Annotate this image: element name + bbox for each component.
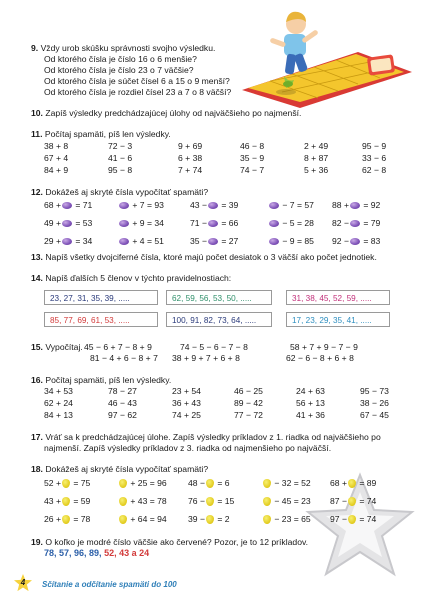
equation-right: = 27 (218, 236, 239, 246)
sequence-box-3[interactable]: 31, 38, 45, 52, 59, ..... (286, 290, 390, 305)
equation-right: = 74 (356, 496, 377, 506)
equation-right: + 9 = 34 (130, 218, 164, 228)
ex12-r2-c1 (44, 218, 92, 229)
hidden-number-pear-icon[interactable] (348, 515, 356, 524)
ex18-r1-c5 (330, 478, 376, 489)
exercise-9-intro: Vždy urob skúšku správnosti svojho výsledku. (40, 43, 216, 53)
exercise-11 (31, 129, 171, 140)
ex11-r1-c6: 95 − 9 (362, 141, 387, 151)
ex16-r1-c2: 78 − 27 (108, 386, 137, 396)
equation-left: 29 + (44, 236, 61, 246)
exercise-18 (31, 464, 208, 475)
equation-left: 68 + (44, 200, 61, 210)
exercise-number: 10. (31, 108, 43, 118)
ex15-r2-c2: 38 + 9 + 7 + 6 + 8 (172, 353, 240, 363)
equation-right: = 2 (214, 514, 230, 524)
exercise-number: 9. (31, 43, 39, 53)
exercise-16-text: Počítaj spamäti, píš len výsledky. (45, 375, 172, 385)
equation-left: 87 − (330, 496, 347, 506)
ex15-r2-c3: 62 − 6 − 8 + 6 + 8 (286, 353, 354, 363)
exercise-9-line-1: Od ktorého čísla je číslo 16 o 6 menšie? (44, 54, 197, 64)
hidden-number-pear-icon[interactable] (62, 479, 70, 488)
equation-right: = 74 (356, 514, 377, 524)
ex18-r2-c3 (188, 496, 234, 507)
hidden-number-bean-icon[interactable] (119, 238, 129, 245)
equation-left: 76 − (188, 496, 205, 506)
equation-left: 49 + (44, 218, 61, 228)
equation-left: 88 + (332, 200, 349, 210)
hidden-number-bean-icon[interactable] (208, 202, 218, 209)
ex11-r2-c2: 41 − 6 (108, 153, 133, 163)
hidden-number-pear-icon[interactable] (263, 479, 271, 488)
exercise-number: 14. (31, 273, 43, 283)
ex16-r3-c3: 74 + 25 (172, 410, 201, 420)
hidden-number-bean-icon[interactable] (269, 202, 279, 209)
ex12-r2-c3 (190, 218, 238, 229)
sequence-box-4[interactable]: 85, 77, 69, 61, 53, ..... (44, 312, 158, 327)
ex11-r3-c5: 5 + 36 (304, 165, 329, 175)
equation-right: = 75 (70, 478, 91, 488)
equation-right: + 7 = 93 (130, 200, 164, 210)
ex16-r1-c5: 24 + 63 (296, 386, 325, 396)
equation-right: = 15 (214, 496, 235, 506)
equation-left: 92 − (332, 236, 349, 246)
ex15-r1-c2: 74 − 5 − 6 − 7 − 8 (180, 342, 248, 352)
exercise-number: 13. (31, 252, 43, 262)
exercise-12 (31, 187, 208, 198)
ex11-r2-c6: 33 − 6 (362, 153, 387, 163)
ex16-r3-c2: 97 − 62 (108, 410, 137, 420)
ex11-r3-c3: 7 + 74 (178, 165, 203, 175)
ex16-r3-c5: 41 + 36 (296, 410, 325, 420)
ex16-r2-c2: 46 − 43 (108, 398, 137, 408)
ex16-r2-c1: 62 + 24 (44, 398, 73, 408)
ex12-r1-c1 (44, 200, 92, 211)
hidden-number-pear-icon[interactable] (348, 497, 356, 506)
equation-left: 52 + (44, 478, 61, 488)
hidden-number-bean-icon[interactable] (350, 238, 360, 245)
equation-right: − 45 = 23 (272, 496, 311, 506)
ex11-r2-c1: 67 + 4 (44, 153, 69, 163)
ex16-r2-c5: 56 + 13 (296, 398, 325, 408)
ex11-r1-c3: 9 + 69 (178, 141, 203, 151)
equation-right: = 53 (72, 218, 93, 228)
hidden-number-bean-icon[interactable] (62, 202, 72, 209)
page-number: 4 (20, 578, 26, 587)
hidden-number-pear-icon[interactable] (348, 479, 356, 488)
hidden-number-bean-icon[interactable] (350, 202, 360, 209)
ex18-r2-c5 (330, 496, 376, 507)
exercise-number: 12. (31, 187, 43, 197)
ex18-r3-c5 (330, 514, 376, 525)
ex15-r1-c1: 45 − 6 + 7 − 8 + 9 (84, 342, 152, 352)
ex11-r3-c6: 62 − 8 (362, 165, 387, 175)
exercise-13-text: Napíš všetky dvojciferné čísla, ktoré majú počet desiatok o 3 väčší ako počet jednotiek. (45, 252, 377, 262)
ex16-r1-c1: 34 + 53 (44, 386, 73, 396)
equation-right: = 6 (214, 478, 230, 488)
ex11-r2-c5: 8 + 87 (304, 153, 329, 163)
exercise-15 (31, 342, 83, 353)
ex16-r3-c1: 84 + 13 (44, 410, 73, 420)
hidden-number-pear-icon[interactable] (119, 479, 127, 488)
exercise-19-numbers (44, 548, 149, 559)
ex12-r3-c2 (118, 236, 164, 247)
equation-right: = 89 (356, 478, 377, 488)
exercise-18-text: Dokážeš aj skryté čísla vypočítať spamäti? (45, 464, 209, 474)
ex16-r3-c4: 77 − 72 (234, 410, 263, 420)
exercise-17-line-1: Vráť sa k predchádzajúcej úlohe. Zapíš výsledky príkladov z 1. riadka od najväčšieho po (45, 432, 381, 442)
equation-right: − 32 = 52 (272, 478, 311, 488)
ex12-r2-c4 (268, 218, 314, 229)
exercise-9-line-2: Od ktorého čísla je číslo 23 o 7 väčšie? (44, 65, 194, 75)
hidden-number-bean-icon[interactable] (119, 202, 129, 209)
exercise-12-text: Dokážeš aj skryté čísla vypočítať spamäti? (45, 187, 209, 197)
hidden-number-pear-icon[interactable] (206, 515, 214, 524)
ex16-r1-c6: 95 − 73 (360, 386, 389, 396)
ex12-r3-c1 (44, 236, 92, 247)
equation-right: = 79 (360, 218, 381, 228)
ex18-r1-c2 (118, 478, 167, 489)
equation-right: − 5 = 28 (280, 218, 314, 228)
exercise-number: 16. (31, 375, 43, 385)
exercise-14-text: Napíš ďalších 5 členov v týchto pravidelnostiach: (45, 273, 232, 283)
hidden-number-bean-icon[interactable] (119, 220, 129, 227)
ex16-r2-c6: 38 − 26 (360, 398, 389, 408)
equation-right: − 9 = 85 (280, 236, 314, 246)
equation-left: 68 + (330, 478, 347, 488)
ex12-r1-c5 (332, 200, 380, 211)
ex16-r3-c6: 67 − 45 (360, 410, 389, 420)
equation-right: = 59 (70, 496, 91, 506)
sequence-box-5[interactable]: 100, 91, 82, 73, 64, ..... (166, 312, 272, 327)
equation-right: + 43 = 78 (128, 496, 167, 506)
equation-left: 43 + (44, 496, 61, 506)
exercise-number: 18. (31, 464, 43, 474)
ex12-r3-c3 (190, 236, 238, 247)
red-numbers: 52, 43 a 24 (104, 548, 150, 558)
exercise-10 (31, 108, 301, 119)
equation-right: = 71 (72, 200, 93, 210)
equation-left: 48 − (188, 478, 205, 488)
hidden-number-pear-icon[interactable] (206, 479, 214, 488)
ex16-r2-c3: 36 + 43 (172, 398, 201, 408)
ex18-r1-c3 (188, 478, 230, 489)
exercise-number: 15. (31, 342, 43, 352)
equation-right: + 64 = 94 (128, 514, 167, 524)
exercise-number: 11. (31, 129, 43, 139)
exercise-9 (31, 43, 215, 54)
ex15-r1-c3: 58 + 7 + 9 − 7 − 9 (290, 342, 358, 352)
exercise-number: 19. (31, 537, 43, 547)
ex12-r1-c2 (118, 200, 164, 211)
footer-title: Sčítanie a odčítanie spamäti do 100 (42, 580, 177, 589)
hidden-number-bean-icon[interactable] (62, 238, 72, 245)
equation-left: 43 − (190, 200, 207, 210)
ex18-r2-c2 (118, 496, 167, 507)
equation-left: 71 − (190, 218, 207, 228)
exercise-16 (31, 375, 171, 386)
ex11-r3-c4: 74 − 7 (240, 165, 265, 175)
ex18-r1-c4 (262, 478, 311, 489)
exercise-9-line-3: Od ktorého čísla je súčet čísel 6 a 15 o 9 menší? (44, 76, 230, 86)
exercise-15-text: Vypočítaj. (45, 342, 83, 352)
ex12-r1-c3 (190, 200, 238, 211)
ex18-r3-c4 (262, 514, 311, 525)
exercise-11-text: Počítaj spamäti, píš len výsledky. (44, 129, 171, 139)
ex11-r3-c2: 95 − 8 (108, 165, 133, 175)
equation-right: = 78 (70, 514, 91, 524)
equation-right: = 83 (360, 236, 381, 246)
ex18-r3-c2 (118, 514, 167, 525)
ex16-r1-c3: 23 + 54 (172, 386, 201, 396)
equation-right: + 25 = 96 (128, 478, 167, 488)
ex11-r2-c3: 6 + 38 (178, 153, 203, 163)
equation-left: 82 − (332, 218, 349, 228)
exercise-number: 17. (31, 432, 43, 442)
ex18-r3-c3 (188, 514, 230, 525)
ex12-r2-c2 (118, 218, 164, 229)
ex11-r3-c1: 84 + 9 (44, 165, 69, 175)
hidden-number-pear-icon[interactable] (62, 515, 70, 524)
ex11-r1-c4: 46 − 8 (240, 141, 265, 151)
ex11-r1-c2: 72 − 3 (108, 141, 133, 151)
ex12-r1-c4 (268, 200, 314, 211)
equation-right: = 34 (72, 236, 93, 246)
hidden-number-bean-icon[interactable] (62, 220, 72, 227)
equation-left: 39 − (188, 514, 205, 524)
blue-numbers: 78, 57, 96, 89, (44, 548, 102, 558)
hidden-number-pear-icon[interactable] (119, 497, 127, 506)
ex18-r1-c1 (44, 478, 90, 489)
hidden-number-pear-icon[interactable] (62, 497, 70, 506)
equation-right: = 66 (218, 218, 239, 228)
equation-left: 26 + (44, 514, 61, 524)
hidden-number-pear-icon[interactable] (263, 497, 271, 506)
hidden-number-bean-icon[interactable] (269, 238, 279, 245)
equation-left: 97 − (330, 514, 347, 524)
exercise-17-line-2: najmenší. Zapíš výsledky príkladov z 3. riadka od najmenšieho po najväčší. (44, 443, 332, 453)
equation-left: 35 − (190, 236, 207, 246)
hidden-number-pear-icon[interactable] (119, 515, 127, 524)
hidden-number-bean-icon[interactable] (208, 220, 218, 227)
hidden-number-bean-icon[interactable] (269, 220, 279, 227)
exercise-13 (31, 252, 377, 263)
ex18-r2-c4 (262, 496, 311, 507)
equation-right: − 7 = 57 (280, 200, 314, 210)
exercise-14 (31, 273, 231, 284)
exercise-19-text: O koľko je modré číslo väčšie ako červené? Pozor, je to 12 príkladov. (45, 537, 309, 547)
sequence-box-1[interactable]: 23, 27, 31, 35, 39, ..... (44, 290, 158, 305)
sequence-box-2[interactable]: 62, 59, 56, 53, 50, ..... (166, 290, 272, 305)
exercise-19 (31, 537, 308, 548)
equation-right: = 92 (360, 200, 381, 210)
ex16-r1-c4: 46 − 25 (234, 386, 263, 396)
sequence-box-6[interactable]: 17, 23, 29, 35, 41, ..... (286, 312, 390, 327)
hidden-number-pear-icon[interactable] (206, 497, 214, 506)
ex11-r2-c4: 35 − 9 (240, 153, 265, 163)
hidden-number-pear-icon[interactable] (263, 515, 271, 524)
ex18-r3-c1 (44, 514, 90, 525)
equation-right: + 4 = 51 (130, 236, 164, 246)
exercise-10-text: Zapíš výsledky predchádzajúcej úlohy od najväčšieho po najmenší. (45, 108, 302, 118)
exercise-9-line-4: Od ktorého čísla je rozdiel čísel 23 a 7 o 8 väčší? (44, 87, 232, 97)
ex11-r1-c1: 38 + 8 (44, 141, 69, 151)
ex15-r2-c1: 81 − 4 + 6 − 8 + 7 (90, 353, 158, 363)
ex12-r2-c5 (332, 218, 380, 229)
hidden-number-bean-icon[interactable] (208, 238, 218, 245)
hidden-number-bean-icon[interactable] (350, 220, 360, 227)
equation-right: = 39 (218, 200, 239, 210)
ex16-r2-c4: 89 − 42 (234, 398, 263, 408)
equation-right: − 23 = 65 (272, 514, 311, 524)
exercise-17 (31, 432, 381, 443)
ex11-r1-c5: 2 + 49 (304, 141, 329, 151)
ex18-r2-c1 (44, 496, 90, 507)
boy-on-number-mat-illustration (240, 2, 420, 110)
ex12-r3-c4 (268, 236, 314, 247)
ex12-r3-c5 (332, 236, 380, 247)
